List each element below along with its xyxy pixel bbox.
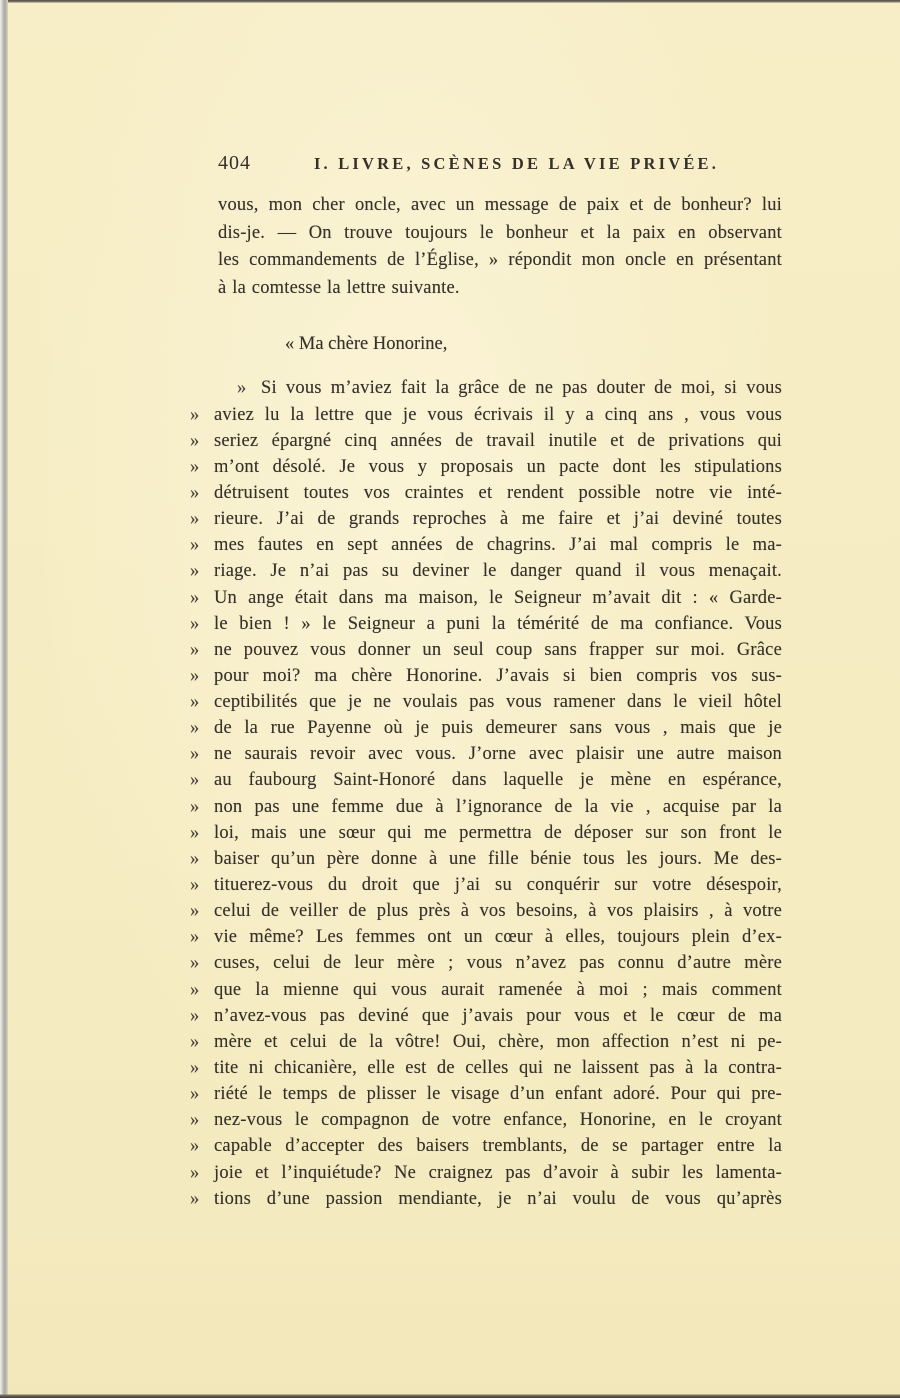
letter-line bbox=[190, 846, 782, 872]
letter-line-text: tions d’une passion mendiante, je n’ai voulu de vous qu’après bbox=[214, 1188, 782, 1209]
letter-line bbox=[190, 611, 782, 637]
text-block bbox=[190, 152, 782, 1212]
letter-line-text: seriez épargné cinq années de travail inutile et de privations qui bbox=[214, 430, 782, 451]
letter-line bbox=[190, 506, 782, 532]
letter-line bbox=[190, 402, 782, 428]
letter-salutation: « Ma chère Honorine, bbox=[285, 334, 448, 355]
guillemet-quote-mark: » bbox=[190, 979, 200, 1000]
letter-line bbox=[190, 1186, 782, 1212]
guillemet-quote-mark: » bbox=[190, 639, 200, 660]
letter-line-text: mes fautes en sept années de chagrins. J’ai mal compris le ma- bbox=[214, 535, 782, 556]
letter-line-text: Un ange était dans ma maison, le Seigneur m’avait dit : « Garde- bbox=[214, 587, 782, 608]
letter-line bbox=[190, 375, 782, 401]
guillemet-quote-mark: » bbox=[190, 692, 200, 713]
guillemet-quote-mark: » bbox=[190, 1110, 200, 1131]
letter-line-text: cuses, celui de leur mère ; vous n’avez pas connu d’autre mère bbox=[214, 953, 782, 974]
scan-top-edge bbox=[0, 0, 900, 3]
letter-line bbox=[190, 428, 782, 454]
letter-line bbox=[190, 1055, 782, 1081]
guillemet-quote-mark: » bbox=[190, 1005, 200, 1026]
letter-line bbox=[190, 689, 782, 715]
letter-line-text: détruisent toutes vos craintes et rendent possible notre vie inté- bbox=[214, 482, 782, 503]
letter-line bbox=[190, 558, 782, 584]
letter-line-text: tite ni chicanière, elle est de celles qui ne laissent pas à la contra- bbox=[214, 1058, 782, 1079]
guillemet-quote-mark: » bbox=[190, 1162, 200, 1183]
letter-line-text: riage. Je n’ai pas su deviner le danger quand il vous menaçait. bbox=[214, 561, 782, 582]
letter-line bbox=[190, 715, 782, 741]
page-number: 404 bbox=[218, 152, 251, 174]
letter-line-text: au faubourg Saint-Honoré dans laquelle je mène en espérance, bbox=[214, 770, 782, 791]
guillemet-quote-mark: » bbox=[190, 561, 200, 582]
guillemet-quote-mark: » bbox=[190, 430, 200, 451]
letter-line-text: loi, mais une sœur qui me permettra de déposer sur son front le bbox=[214, 822, 782, 843]
letter-body bbox=[190, 375, 782, 1212]
guillemet-quote-mark: » bbox=[190, 770, 200, 791]
guillemet-quote-mark: » bbox=[190, 509, 200, 530]
guillemet-quote-mark: » bbox=[190, 901, 200, 922]
guillemet-quote-mark: » bbox=[190, 1058, 200, 1079]
letter-line bbox=[190, 1133, 782, 1159]
letter-line-text: que la mienne qui vous aurait ramenée à moi ; mais comment bbox=[214, 979, 782, 1000]
guillemet-quote-mark: » bbox=[190, 744, 200, 765]
guillemet-quote-mark: » bbox=[190, 613, 200, 634]
letter-line-text: nez-vous le compagnon de votre enfance, Honorine, en le croyant bbox=[214, 1110, 782, 1131]
guillemet-quote-mark: » bbox=[190, 404, 200, 425]
letter-line-text: riété le temps de plisser le visage d’un enfant adoré. Pour qui pre- bbox=[214, 1084, 782, 1105]
letter-line bbox=[190, 637, 782, 663]
guillemet-quote-mark: » bbox=[190, 456, 200, 477]
letter-line bbox=[190, 741, 782, 767]
guillemet-quote-mark: » bbox=[190, 535, 200, 556]
letter-line-text: pour moi? ma chère Honorine. J’avais si bien compris vos sus- bbox=[214, 665, 782, 686]
letter-line bbox=[190, 585, 782, 611]
guillemet-quote-mark: » bbox=[190, 875, 200, 896]
guillemet-quote-mark: » bbox=[190, 482, 200, 503]
letter-line-text: joie et l’inquiétude? Ne craignez pas d’avoir à subir les lamenta- bbox=[214, 1162, 782, 1183]
letter-line bbox=[190, 794, 782, 820]
letter-line bbox=[190, 1081, 782, 1107]
letter-line-text: celui de veiller de plus près à vos besoins, à vos plaisirs , à votre bbox=[214, 901, 782, 922]
letter-line bbox=[190, 924, 782, 950]
letter-line-text: le bien ! » le Seigneur a puni la témérité de ma confiance. Vous bbox=[214, 613, 782, 634]
running-title: I. LIVRE, SCÈNES DE LA VIE PRIVÉE. bbox=[313, 154, 720, 173]
guillemet-quote-mark: » bbox=[190, 1084, 200, 1105]
letter-line-text: ne saurais revoir avec vous. J’orne avec plaisir une autre maison bbox=[214, 744, 782, 765]
guillemet-quote-mark: » bbox=[190, 796, 200, 817]
letter-line-text: m’ont désolé. Je vous y proposais un pacte dont les stipulations bbox=[214, 456, 782, 477]
paragraph-line: les commandements de l’Église, » répondit mon oncle en présentant bbox=[218, 250, 782, 271]
letter-line bbox=[190, 977, 782, 1003]
letter-line-text: capable d’accepter des baisers tremblants, de se partager entre la bbox=[214, 1136, 782, 1157]
letter-line bbox=[190, 898, 782, 924]
page-header bbox=[190, 152, 782, 179]
letter-line bbox=[190, 454, 782, 480]
guillemet-quote-mark: » bbox=[190, 822, 200, 843]
letter-line bbox=[190, 532, 782, 558]
guillemet-quote-mark: » bbox=[190, 848, 200, 869]
letter-line-text: rieure. J’ai de grands reproches à me faire et j’ai deviné toutes bbox=[214, 509, 782, 530]
scan-bottom-edge bbox=[0, 1394, 900, 1398]
letter-line-text: ceptibilités que je ne voulais pas vous ramener dans le vieil hôtel bbox=[214, 692, 782, 713]
letter-line bbox=[190, 950, 782, 976]
letter-line bbox=[190, 820, 782, 846]
letter-line-text: n’avez-vous pas deviné que j’avais pour vous et le cœur de ma bbox=[214, 1005, 782, 1026]
letter-line-text: non pas une femme due à l’ignorance de la vie , acquise par la bbox=[214, 796, 782, 817]
narrative-paragraph bbox=[190, 192, 782, 302]
paragraph-line: dis-je. — On trouve toujours le bonheur et la paix en observant bbox=[218, 222, 782, 243]
letter-line-text: Si vous m’aviez fait la grâce de ne pas douter de moi, si vous bbox=[261, 378, 782, 399]
guillemet-quote-mark: » bbox=[190, 1188, 200, 1209]
letter-line bbox=[190, 767, 782, 793]
paragraph-line: à la comtesse la lettre suivante. bbox=[218, 277, 460, 298]
letter-line bbox=[190, 1160, 782, 1186]
guillemet-quote-mark: » bbox=[190, 1136, 200, 1157]
letter-line-text: mère et celui de la vôtre! Oui, chère, mon affection n’est ni pe- bbox=[214, 1031, 782, 1052]
letter-line-text: vie même? Les femmes ont un cœur à elles, toujours plein d’ex- bbox=[214, 927, 782, 948]
letter-line bbox=[190, 872, 782, 898]
guillemet-quote-mark: » bbox=[190, 953, 200, 974]
guillemet-quote-mark: » bbox=[190, 665, 200, 686]
letter-line bbox=[190, 663, 782, 689]
letter-line-text: ne pouvez vous donner un seul coup sans frapper sur moi. Grâce bbox=[214, 639, 782, 660]
guillemet-quote-mark: » bbox=[190, 718, 200, 739]
scan-left-edge bbox=[0, 0, 8, 1398]
letter-line bbox=[190, 480, 782, 506]
letter-line bbox=[190, 1029, 782, 1055]
letter-line-text: tituerez-vous du droit que j’ai su conquérir sur votre désespoir, bbox=[214, 875, 782, 896]
guillemet-quote-mark: » bbox=[190, 587, 200, 608]
guillemet-quote-mark: » bbox=[190, 1031, 200, 1052]
letter-line bbox=[190, 1003, 782, 1029]
guillemet-quote-mark: » bbox=[237, 378, 247, 399]
letter-line bbox=[190, 1107, 782, 1133]
paragraph-line: vous, mon cher oncle, avec un message de paix et de bonheur? lui bbox=[218, 195, 782, 215]
guillemet-quote-mark: » bbox=[190, 927, 200, 948]
letter-line-text: de la rue Payenne où je puis demeurer sans vous , mais que je bbox=[214, 718, 782, 739]
letter-line-text: aviez lu la lettre que je vous écrivais il y a cinq ans , vous vous bbox=[214, 404, 782, 425]
letter-line-text: baiser qu’un père donne à une fille bénie tous les jours. Me des- bbox=[214, 848, 782, 869]
